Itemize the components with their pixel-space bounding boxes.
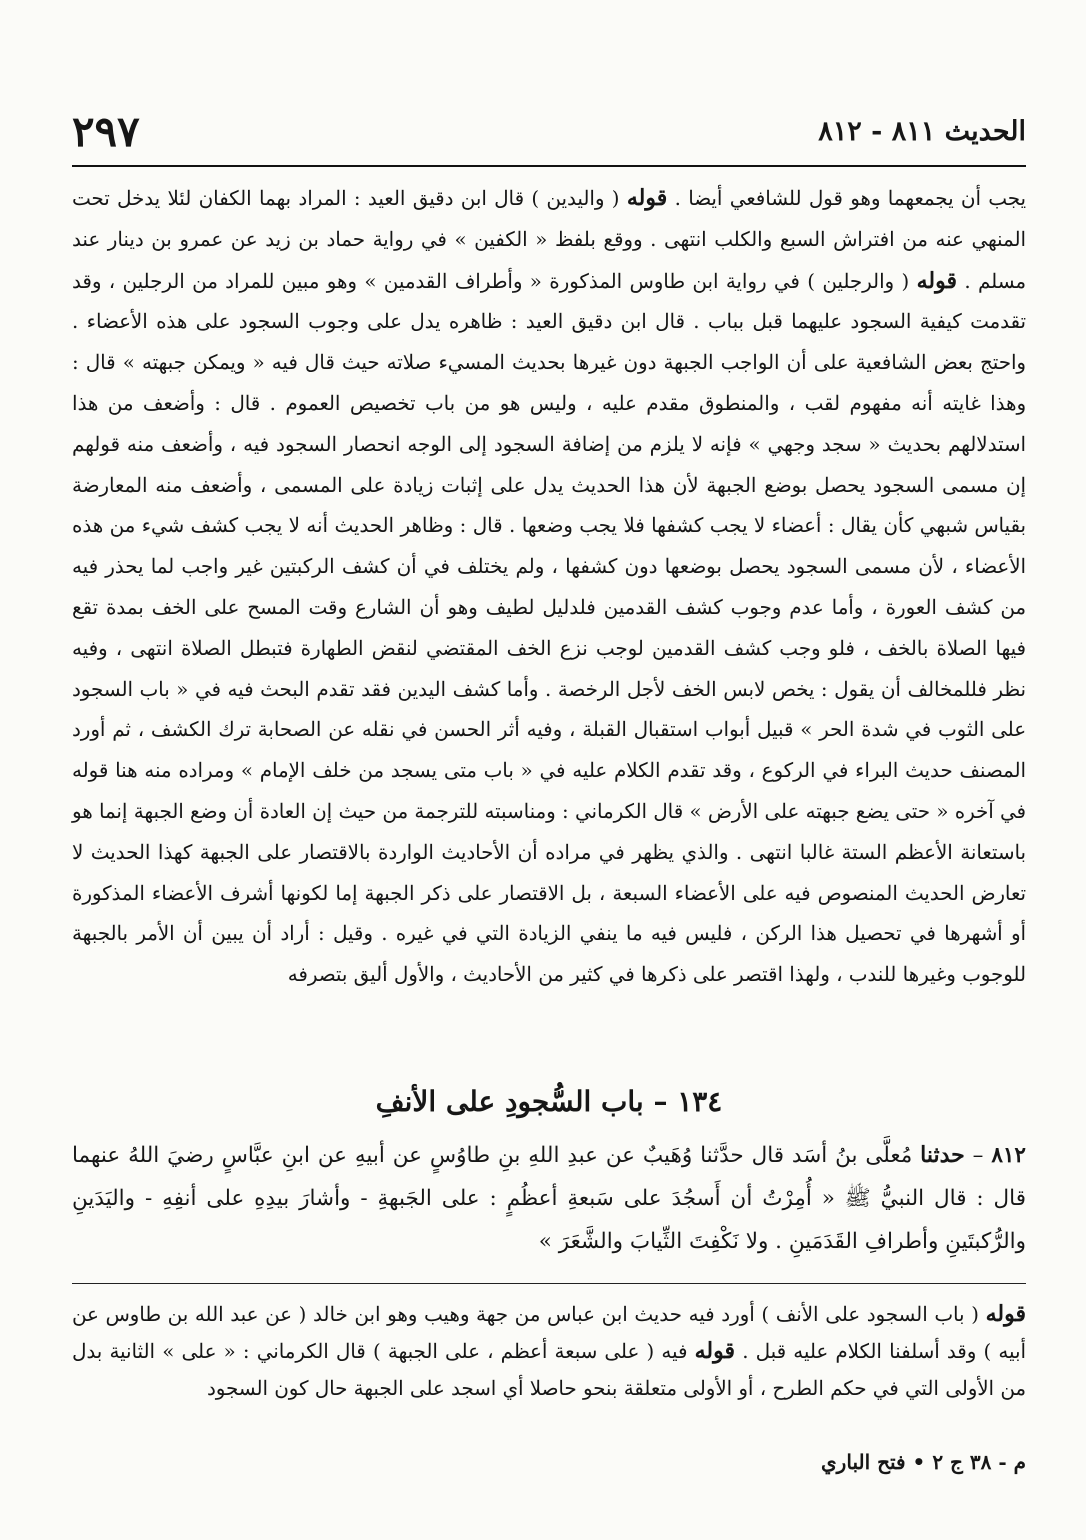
running-title: الحديث ٨١١ - ٨١٢ xyxy=(818,116,1026,147)
commentary-keyword: قوله xyxy=(694,1338,735,1364)
hadith-text: مُعلَّى بنُ أسَد قال حدَّثنا وُهَيبٌ عن عبدِ اللهِ بنِ طاوُسٍ عن أبيهِ عن ابنِ عبَّاسٍ رضيَ اللهُ عنهما قال : قال النبيُّ ﷺ « أُمِرْتُ أن أَسجُدَ على سَبعةِ أعظُمٍ : على الجَبهةِ - وأشارَ بيدِهِ على أنفِهِ - واليَدَينِ والرُّكبتَينِ وأطرافِ القَدَمَينِ . ولا نَكْفِتَ الثِّيابَ والشَّعَرَ » xyxy=(72,1143,1026,1254)
commentary-text: ( واليدين ) قال ابن دقيق العيد : المراد بهما الكفان لئلا يدخل تحت المنهي عنه من افتراش السبع والكلب انتهى . ووقع بلفظ « الكفين » في رواية حماد بن زيد عن عمرو بن دينار عند مسلم . xyxy=(72,187,1026,293)
commentary-keyword: قوله xyxy=(985,1301,1026,1327)
commentary-keyword: قوله xyxy=(916,267,957,294)
page-number: ٢٩٧ xyxy=(72,107,140,156)
chapter-dash: – xyxy=(653,1085,668,1118)
hadith-block xyxy=(72,1134,1026,1263)
chapter-heading xyxy=(72,1080,1026,1124)
hadith-number: ٨١٢ xyxy=(991,1143,1026,1168)
commentary-paragraph xyxy=(72,178,1026,996)
page-header xyxy=(72,108,1026,166)
commentary-text: ( والرجلين ) في رواية ابن طاوس المذكورة « وأطراف القدمين » وهو مبين للمراد من الرجلين ، وقد تقدمت كيفية السجود عليهما قبل بباب . قال ابن دقيق العيد : ظاهره يدل على وجوب السجود على هذه الأعضاء . واحتج بعض الشافعية على أن الواجب الجبهة دون غيرها بحديث المسيء صلاته حيث قال فيه « ويمكن جبهته » قال : وهذا غايته أنه مفهوم لقب ، والمنطوق مقدم عليه ، وليس هو من باب تخصيص العموم . قال : وأضعف من هذا استدلالهم بحديث « سجد وجهي » فإنه لا يلزم من إضافة السجود إلى الوجه انحصار السجود فيه ، وأضعف منه قولهم إن مسمى السجود يحصل بوضع الجبهة لأن هذا الحديث يدل على إثبات زيادة على المسمى ، وأضعف منه المعارضة بقياس شبهي كأن يقال : أعضاء لا يجب كشفها فلا يجب وضعها . قال : وظاهر الحديث أنه لا يجب كشف شيء من هذه الأعضاء ، لأن مسمى السجود يحصل بوضعها دون كشفها ، ولم يختلف في أن كشف الركبتين غير واجب لما يحذر فيه من كشف العورة ، وأما عدم وجوب كشف القدمين فلدليل لطيف وهو أن الشارع وقت المسح على الخف بمدة تقع فيها الصلاة بالخف ، فلو وجب كشف القدمين لوجب نزع الخف المقتضي لنقض الطهارة فتبطل الصلاة انتهى ، وفيه نظر فللمخالف أن يقول : يخص لابس الخف لأجل الرخصة . وأما كشف اليدين فقد تقدم البحث فيه في « باب السجود على الثوب في شدة الحر » قبيل أبواب استقبال القبلة ، وفيه أثر الحسن في نقله عن الصحابة ترك الكشف ، ثم أورد المصنف حديث البراء في الركوع ، وقد تقدم الكلام عليه في « باب متى يسجد من خلف الإمام » ومراده منه هنا قوله في آخره « حتى يضع جبهته على الأرض » قال الكرماني : ومناسبته للترجمة من حيث إن العادة أن وضع الجبهة إنما هو باستعانة الأعظم الستة غالبا انتهى . والذي يظهر في مراده أن الأحاديث الواردة بالاقتصار على الجبهة كهذا الحديث لا تعارض الحديث المنصوص فيه على الأعضاء السبعة ، بل الاقتصار على ذكر الجبهة إما لكونها أشرف الأعضاء المذكورة أو أشهرها في تحصيل هذا الركن ، فليس فيه ما ينفي الزيادة التي في غيره . وقيل : أراد أن يبين أن الأمر بالجبهة للوجوب وغيرها للندب ، ولهذا اقتصر على ذكرها في كثير من الأحاديث ، والأول أليق بتصرفه xyxy=(72,269,1026,987)
section-divider xyxy=(72,1283,1026,1284)
chapter-number: ١٣٤ xyxy=(677,1085,723,1118)
commentary-text: فيه ( على سبعة أعظم ، على الجبهة ) قال الكرماني : « على » الثانية بدل من الأولى التي في حكم الطرح ، أو الأولى متعلقة بنحو حاصلا أي اسجد على الجبهة حال كون السجود xyxy=(72,1340,1026,1400)
commentary-block xyxy=(72,178,1026,996)
chapter-title: السُّجودِ على الأنفِ xyxy=(375,1085,592,1118)
commentary-text: ( باب السجود على الأنف ) أورد فيه حديث ابن عباس من جهة وهيب وهو ابن خالد ( عن عبد الله بن طاوس عن أبيه ) وقد أسلفنا الكلام عليه قبل . xyxy=(72,1303,1026,1363)
commentary-paragraph xyxy=(72,1296,1026,1407)
commentary-text: يجب أن يجمعهما وهو قول للشافعي أيضا . xyxy=(674,187,1026,210)
book-page xyxy=(72,108,1026,1503)
printer-signature: م - ٣٨ ج ٢ • فتح الباري xyxy=(821,1450,1026,1474)
commentary-block-2 xyxy=(72,1296,1026,1407)
chapter-bab: باب xyxy=(601,1085,644,1118)
hadith-dash: – xyxy=(972,1143,984,1168)
hadith-paragraph xyxy=(72,1134,1026,1263)
hadith-opening: حدثنا xyxy=(920,1142,965,1168)
commentary-keyword: قوله xyxy=(626,185,668,211)
header-rule xyxy=(72,165,1026,167)
